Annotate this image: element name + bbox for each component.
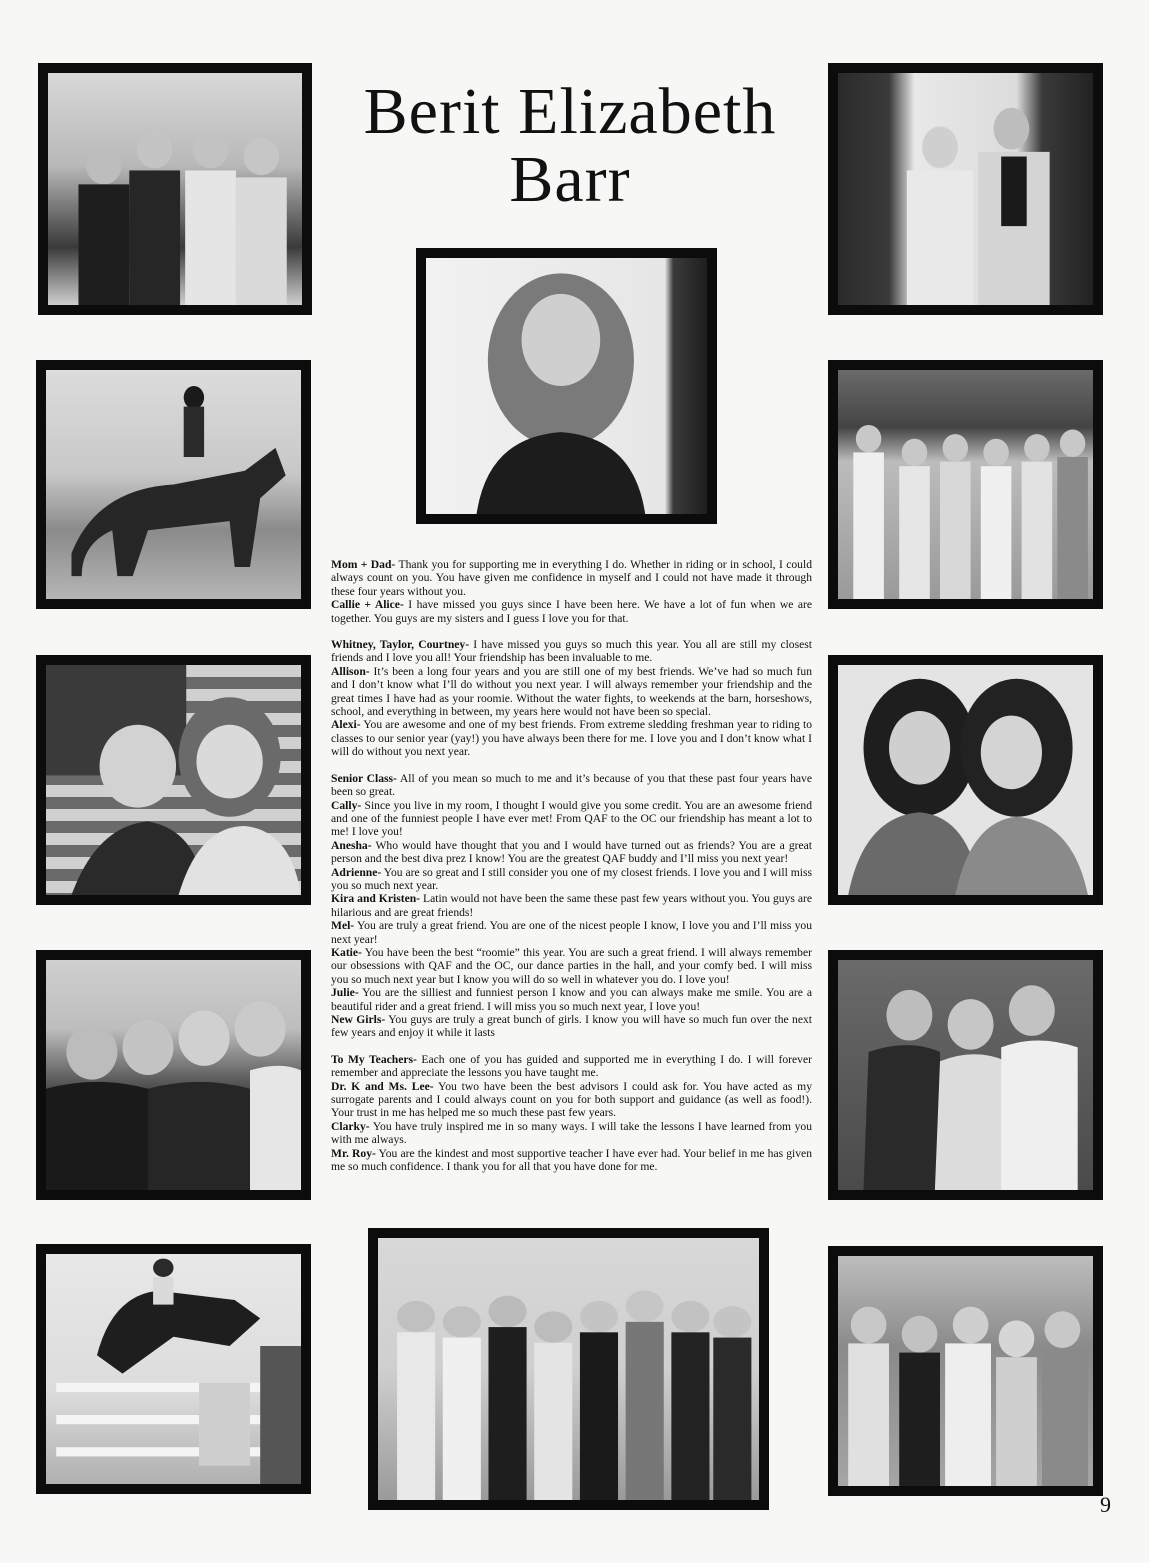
entry-name: Callie + Alice-: [331, 598, 404, 612]
letter-entry: [331, 665, 812, 719]
paragraph-gap: [331, 625, 812, 638]
entry-name: Allison-: [331, 664, 370, 678]
entry-text: You have been the best “roomie” this year. You are such a great friend. I will always remember our obsessions with QAF and the OC, our dance parties in the hall, and your comfy bed. I will miss you so much next year but I know you will do so well in whatever you do. I love you!: [331, 945, 812, 986]
photo-family-four: [38, 63, 312, 315]
letter-entry: [331, 1120, 812, 1147]
entry-name: Mr. Roy-: [331, 1146, 376, 1160]
photo-group-indoor: [368, 1228, 769, 1510]
title-line-2: Barr: [509, 143, 631, 216]
letter-entry: [331, 946, 812, 986]
letter-entry: [331, 638, 812, 665]
entry-name: Whitney, Taylor, Courtney-: [331, 638, 470, 652]
photo-four-friends-outdoor: [36, 950, 311, 1200]
letter-entry: [331, 558, 812, 598]
photo-parents: [828, 63, 1103, 315]
photo-horse-jumping: [36, 1244, 311, 1494]
letter-entry: [331, 1147, 812, 1174]
photo-two-friends-flag: [36, 655, 311, 905]
entry-text: All of you mean so much to me and it’s because of you that these past four years have been so great.: [331, 771, 812, 799]
entry-name: Mom + Dad-: [331, 558, 396, 571]
photo-horse-rider: [36, 360, 311, 609]
photo-two-friends-smiling: [828, 655, 1103, 905]
entry-name: Dr. K and Ms. Lee-: [331, 1079, 434, 1093]
entry-text: You are truly a great friend. You are one of the nicest people I know, I love you and I’ll miss you next year!: [331, 919, 812, 946]
entry-text: Since you live in my room, I thought I would give you some credit. You are an awesome friend and one of the funniest people I have ever met! From QAF to the OC our friendship has meant a lot to me! I love you!: [331, 798, 812, 839]
photo-senior-portrait: [416, 248, 717, 524]
entry-text: Latin would not have been the same these past few years without you. You guys are hilarious and are great friends!: [331, 892, 812, 919]
letter-entry: [331, 919, 812, 946]
page-title: [330, 75, 810, 216]
letter-entry: [331, 1053, 812, 1080]
letter-entry: [331, 772, 812, 799]
entry-text: You are awesome and one of my best friends. From extreme sledding freshman year to riding to classes to our senior year (yay!) you have always been there for me. I love you and I don’t know what I will do without you next year.: [331, 718, 812, 759]
entry-name: Mel-: [331, 919, 355, 933]
entry-name: Alexi-: [331, 718, 361, 732]
entry-text: Thank you for supporting me in everything I do. Whether in riding or in school, I could always count on you. You have given me confidence in myself and I could not have made it through these four years without you.: [331, 558, 813, 598]
letter-entry: [331, 839, 812, 866]
paragraph-gap: [331, 759, 812, 772]
letter-entry: [331, 866, 812, 893]
entry-name: Kira and Kristen-: [331, 892, 421, 906]
entry-name: Cally-: [331, 798, 362, 812]
entry-text: You two have been the best advisors I could ask for. You have acted as my surrogate parents and I could always count on you for both support and guidance (as well as food!). Your trust in me has helped me so much these past few years.: [331, 1079, 812, 1120]
entry-name: Adrienne-: [331, 865, 382, 879]
entry-name: New Girls-: [331, 1013, 386, 1026]
entry-name: To My Teachers-: [331, 1052, 417, 1066]
entry-name: Senior Class-: [331, 771, 397, 785]
entry-text: You guys are truly a great bunch of girls. I know you will have so much fun over the next few years and enjoy it while it lasts: [331, 1013, 812, 1040]
entry-text: You are the silliest and funniest person I know and you can always make me smile. You are a beautiful rider and a great friend. I will miss you so much next year, I love you!: [331, 986, 812, 1013]
entry-text: You have truly inspired me in so many ways. I will take the lessons I have learned from you with me always.: [331, 1119, 812, 1147]
photo-friends-group-white: [828, 360, 1103, 609]
letter-entry: [331, 1080, 812, 1120]
entry-text: I have missed you guys since I have been here. We have a lot of fun when we are together. You guys are my sisters and I guess I love you for that.: [331, 598, 812, 625]
letter-entry: [331, 1013, 812, 1040]
entry-text: It’s been a long four years and you are still one of my best friends. We’ve had so much fun and I don’t know what I’ll do without you next year. I will always remember your friendship and the great times I have had as your roomie. Without the water fights, to weekends at the barn, horseshows, school, and everything in between, my years here would not have been so special.: [331, 664, 812, 719]
entry-text: You are the kindest and most supportive teacher I have ever had. Your belief in me has given me so much confidence. I thank you for all that you have done for me.: [331, 1146, 812, 1174]
entry-name: Anesha-: [331, 838, 372, 852]
paragraph-gap: [331, 1040, 812, 1053]
entry-text: I have missed you guys so much this year. You all are still my closest friends and I love you all! Your friendship has been invaluable to me.: [331, 638, 812, 665]
entry-name: Julie-: [331, 986, 359, 1000]
entry-text: Each one of you has guided and supported me in everything I do. I will forever remember and appreciate the lessons you have taught me.: [331, 1052, 812, 1080]
letter-entry: [331, 799, 812, 839]
page-number: 9: [1100, 1492, 1111, 1517]
entry-name: Clarky-: [331, 1119, 370, 1133]
letter-entry: [331, 598, 812, 625]
letter-entry: [331, 892, 812, 919]
photo-three-friends-hug: [828, 950, 1103, 1200]
entry-name: Katie-: [331, 945, 362, 959]
dedication-letter: [331, 558, 812, 1173]
letter-entry: [331, 986, 812, 1013]
title-line-1: Berit Elizabeth: [363, 75, 777, 148]
photo-group-outdoor: [828, 1246, 1103, 1496]
entry-text: Who would have thought that you and I would have turned out as friends? You are a great person and the best diva prez I know! You are the greatest QAF buddy and I’ll miss you next year!: [331, 838, 812, 866]
entry-text: You are so great and I still consider you one of my closest friends. I love you and I will miss you so much next year.: [331, 865, 812, 892]
letter-entry: [331, 718, 812, 758]
